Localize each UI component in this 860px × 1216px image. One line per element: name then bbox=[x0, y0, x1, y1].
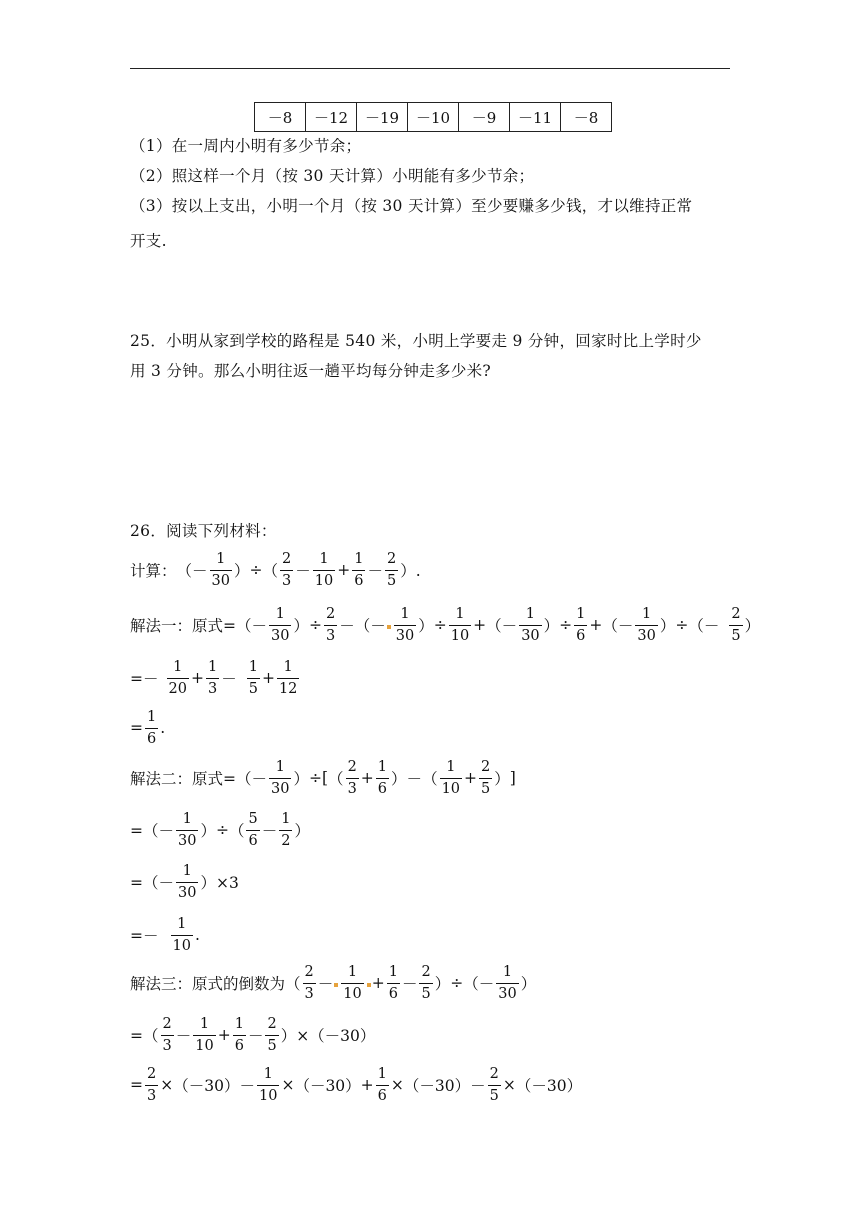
math-text: ÷ bbox=[308, 769, 322, 787]
math-text: =（－ bbox=[130, 822, 174, 840]
math-text: － bbox=[470, 1077, 486, 1095]
numerator: 1 bbox=[207, 659, 218, 675]
numerator: 1 bbox=[525, 606, 536, 622]
math-text: = bbox=[130, 1076, 143, 1094]
fraction bbox=[574, 607, 587, 643]
math-text: = bbox=[130, 719, 143, 737]
math-text: + bbox=[360, 769, 374, 787]
denominator: 3 bbox=[303, 983, 316, 1002]
numerator: 1 bbox=[347, 964, 358, 980]
numerator: 1 bbox=[446, 759, 456, 775]
denominator: 5 bbox=[488, 1085, 501, 1104]
fraction bbox=[257, 1067, 279, 1103]
fraction bbox=[233, 1017, 246, 1053]
table-cell: －8 bbox=[255, 103, 306, 132]
problem-26-heading: 26．阅读下列材料： bbox=[130, 522, 277, 540]
numerator: 1 bbox=[275, 759, 285, 775]
math-text: ） bbox=[659, 617, 676, 635]
math-text: （－ bbox=[602, 617, 634, 635]
fraction bbox=[206, 660, 219, 696]
method-1-line-1 bbox=[130, 595, 760, 655]
denominator: 6 bbox=[352, 570, 365, 589]
problem-25-line-1: 25．小明从家到学校的路程是 540 米，小明上学要走 9 分钟，回家时比上学时少 bbox=[130, 332, 702, 350]
calc-expression bbox=[130, 540, 421, 600]
math-text: . bbox=[160, 719, 166, 737]
fraction bbox=[247, 660, 260, 696]
math-text: + bbox=[217, 1026, 231, 1044]
denominator: 30 bbox=[519, 625, 541, 644]
denominator: 10 bbox=[171, 935, 193, 954]
math-text: × bbox=[281, 1076, 295, 1094]
math-text: （ bbox=[285, 975, 301, 993]
fraction bbox=[496, 965, 518, 1001]
denominator: 30 bbox=[176, 882, 198, 901]
numerator: 2 bbox=[147, 1066, 157, 1082]
math-text: （－30） bbox=[515, 1077, 583, 1095]
expense-table bbox=[254, 102, 612, 132]
denominator: 10 bbox=[313, 570, 335, 589]
question-2: （2）照这样一个月（按 30 天计算）小明能有多少节余； bbox=[130, 167, 535, 185]
numerator: 1 bbox=[248, 659, 258, 675]
math-text: ）×3 bbox=[200, 874, 239, 892]
math-text: ÷ bbox=[559, 616, 573, 634]
numerator: 1 bbox=[319, 551, 329, 567]
math-text: ） bbox=[494, 770, 510, 788]
math-text: ）×（－30） bbox=[280, 1027, 376, 1045]
question-3-line-2: 开支. bbox=[130, 232, 167, 250]
math-text: =－ bbox=[130, 670, 159, 688]
fraction bbox=[376, 760, 389, 796]
problem-25-line-2: 用 3 分钟。那么小明往返一趟平均每分钟走多少米? bbox=[130, 362, 492, 380]
numerator: 1 bbox=[576, 606, 586, 622]
denominator: 6 bbox=[145, 728, 158, 747]
fraction bbox=[277, 660, 299, 696]
table-cell: －11 bbox=[510, 103, 561, 132]
math-text: =（ bbox=[130, 1027, 159, 1045]
math-text: ） bbox=[200, 822, 216, 840]
math-text: － bbox=[175, 1027, 192, 1045]
denominator: 10 bbox=[449, 625, 471, 644]
numerator: 2 bbox=[421, 964, 431, 980]
denominator: 30 bbox=[496, 983, 518, 1002]
math-text: × bbox=[160, 1076, 174, 1094]
math-text: （－ bbox=[463, 975, 495, 993]
numerator: 2 bbox=[481, 759, 491, 775]
fraction bbox=[729, 607, 742, 643]
math-text: － bbox=[295, 562, 311, 580]
math-text: － bbox=[406, 770, 423, 788]
numerator: 1 bbox=[173, 659, 183, 675]
math-text: （－30） bbox=[403, 1077, 471, 1095]
numerator: 1 bbox=[263, 1066, 273, 1082]
numerator: 2 bbox=[162, 1016, 172, 1032]
table-row bbox=[255, 103, 612, 132]
numerator: 1 bbox=[377, 1066, 387, 1082]
fraction bbox=[352, 552, 365, 588]
math-text: ） bbox=[744, 617, 761, 635]
denominator: 6 bbox=[246, 830, 259, 849]
math-text: ÷ bbox=[215, 821, 229, 839]
denominator: 30 bbox=[269, 625, 291, 644]
math-text: － bbox=[339, 617, 355, 635]
fraction bbox=[193, 1017, 215, 1053]
numerator: 2 bbox=[347, 759, 357, 775]
numerator: 1 bbox=[354, 551, 364, 567]
math-text: （－ bbox=[236, 770, 268, 788]
fraction bbox=[269, 607, 291, 643]
fraction bbox=[167, 660, 189, 696]
denominator: 2 bbox=[279, 830, 292, 849]
fraction bbox=[376, 1067, 389, 1103]
numerator: 1 bbox=[199, 1016, 210, 1032]
math-text: . bbox=[194, 926, 200, 944]
header-rule bbox=[130, 68, 730, 69]
denominator: 6 bbox=[574, 625, 587, 644]
math-text: ） bbox=[543, 617, 560, 635]
math-text: （－ bbox=[354, 617, 386, 635]
math-text: （－ bbox=[688, 617, 720, 635]
math-text: ÷ bbox=[249, 561, 263, 579]
fraction bbox=[394, 607, 416, 643]
denominator: 30 bbox=[394, 625, 416, 644]
denominator: 12 bbox=[277, 678, 299, 697]
math-text: （ bbox=[328, 770, 344, 788]
math-text: + bbox=[589, 616, 603, 634]
denominator: 30 bbox=[269, 778, 291, 797]
fraction bbox=[419, 965, 432, 1001]
fraction bbox=[303, 965, 316, 1001]
fraction bbox=[387, 965, 400, 1001]
math-text: ） bbox=[294, 822, 310, 840]
table-cell: －10 bbox=[408, 103, 459, 132]
marker-dot bbox=[387, 625, 391, 629]
method-2-line-1 bbox=[130, 748, 516, 808]
denominator: 3 bbox=[280, 570, 293, 589]
math-text: － bbox=[367, 562, 383, 580]
fraction bbox=[449, 607, 471, 643]
denominator: 6 bbox=[376, 778, 389, 797]
math-text: 解法二：原式= bbox=[130, 770, 236, 788]
denominator: 6 bbox=[387, 983, 400, 1002]
denominator: 3 bbox=[145, 1085, 158, 1104]
marker-dot bbox=[367, 983, 371, 987]
math-text: =－ bbox=[130, 927, 159, 945]
numerator: 1 bbox=[281, 811, 291, 827]
method-3-line-1 bbox=[130, 953, 536, 1013]
math-text: ） bbox=[293, 617, 309, 635]
table-cell: －12 bbox=[306, 103, 357, 132]
math-text: + bbox=[473, 616, 487, 634]
math-text: ÷ bbox=[450, 974, 464, 992]
fraction bbox=[440, 760, 462, 796]
numerator: 1 bbox=[400, 606, 410, 622]
numerator: 2 bbox=[282, 551, 292, 567]
fraction bbox=[488, 1067, 501, 1103]
denominator: 3 bbox=[346, 778, 359, 797]
math-text: （ bbox=[422, 770, 438, 788]
math-text: ÷ bbox=[308, 616, 322, 634]
fraction bbox=[145, 710, 158, 746]
denominator: 3 bbox=[324, 625, 337, 644]
numerator: 1 bbox=[275, 606, 285, 622]
math-text: ] bbox=[509, 769, 516, 787]
fraction bbox=[346, 760, 359, 796]
math-text: ） bbox=[418, 617, 434, 635]
math-text: ） bbox=[293, 770, 309, 788]
numerator: 2 bbox=[489, 1066, 499, 1082]
math-text: =（－ bbox=[130, 874, 174, 892]
fraction bbox=[171, 917, 193, 953]
math-text: + bbox=[190, 669, 204, 687]
math-text: ） bbox=[391, 770, 407, 788]
fraction bbox=[341, 965, 363, 1001]
denominator: 30 bbox=[176, 830, 198, 849]
numerator: 1 bbox=[177, 916, 187, 932]
numerator: 1 bbox=[642, 606, 652, 622]
method-2-line-3 bbox=[130, 852, 239, 912]
denominator: 5 bbox=[385, 570, 398, 589]
denominator: 10 bbox=[341, 983, 363, 1002]
table-cell: －19 bbox=[357, 103, 408, 132]
method-3-line-3 bbox=[130, 1055, 582, 1115]
math-text: + bbox=[464, 769, 478, 787]
math-text: － bbox=[261, 822, 278, 840]
denominator: 5 bbox=[479, 778, 492, 797]
math-text: （ bbox=[262, 562, 279, 580]
math-text: （－ bbox=[236, 617, 268, 635]
fraction bbox=[635, 607, 657, 643]
fraction bbox=[176, 864, 198, 900]
math-text: － bbox=[401, 975, 418, 993]
math-text: 解法三：原式的倒数为 bbox=[130, 975, 286, 993]
math-text: （－ bbox=[176, 562, 208, 580]
marker-dot bbox=[334, 983, 338, 987]
numerator: 1 bbox=[455, 606, 465, 622]
numerator: 2 bbox=[267, 1016, 277, 1032]
denominator: 5 bbox=[247, 678, 260, 697]
fraction bbox=[324, 607, 337, 643]
denominator: 6 bbox=[376, 1085, 389, 1104]
math-text: （－ bbox=[486, 617, 518, 635]
fraction bbox=[246, 812, 259, 848]
math-text: － bbox=[247, 1027, 264, 1045]
fraction bbox=[385, 552, 398, 588]
denominator: 5 bbox=[265, 1035, 278, 1054]
math-text: 计算： bbox=[130, 562, 177, 580]
numerator: 1 bbox=[283, 659, 293, 675]
math-text: － bbox=[239, 1077, 255, 1095]
fraction bbox=[519, 607, 541, 643]
math-text: （－30） bbox=[294, 1077, 361, 1095]
math-text: ）. bbox=[400, 562, 421, 580]
fraction bbox=[479, 760, 492, 796]
numerator: 1 bbox=[388, 964, 398, 980]
math-text: + bbox=[360, 1076, 374, 1094]
numerator: 1 bbox=[182, 863, 192, 879]
math-text: × bbox=[390, 1076, 404, 1094]
math-text: ÷ bbox=[433, 616, 447, 634]
math-text: [ bbox=[321, 769, 329, 787]
math-text: － bbox=[221, 670, 237, 688]
denominator: 30 bbox=[635, 625, 657, 644]
numerator: 1 bbox=[147, 709, 157, 725]
fraction bbox=[176, 812, 198, 848]
numerator: 1 bbox=[234, 1016, 244, 1032]
numerator: 2 bbox=[386, 551, 397, 567]
fraction bbox=[279, 812, 292, 848]
denominator: 3 bbox=[206, 678, 219, 697]
denominator: 10 bbox=[257, 1085, 279, 1104]
fraction bbox=[265, 1017, 278, 1053]
fraction bbox=[161, 1017, 174, 1053]
math-text: ） bbox=[520, 975, 537, 993]
numerator: 2 bbox=[731, 606, 741, 622]
denominator: 10 bbox=[440, 778, 462, 797]
denominator: 30 bbox=[210, 570, 232, 589]
numerator: 1 bbox=[182, 811, 192, 827]
math-text: + bbox=[261, 669, 275, 687]
fraction bbox=[313, 552, 335, 588]
math-text: － bbox=[317, 975, 334, 993]
denominator: 3 bbox=[161, 1035, 174, 1054]
denominator: 20 bbox=[167, 678, 189, 697]
math-text: + bbox=[371, 974, 385, 992]
math-text: ） bbox=[434, 975, 451, 993]
numerator: 2 bbox=[325, 606, 336, 622]
numerator: 1 bbox=[377, 759, 388, 775]
denominator: 5 bbox=[729, 625, 742, 644]
math-text: ） bbox=[233, 562, 250, 580]
numerator: 5 bbox=[248, 811, 258, 827]
math-text: + bbox=[337, 561, 351, 579]
denominator: 6 bbox=[233, 1035, 246, 1054]
numerator: 2 bbox=[304, 964, 314, 980]
fraction bbox=[280, 552, 293, 588]
numerator: 1 bbox=[502, 964, 513, 980]
denominator: 5 bbox=[419, 983, 432, 1002]
fraction bbox=[145, 1067, 158, 1103]
fraction bbox=[269, 760, 291, 796]
table-cell: －8 bbox=[561, 103, 612, 132]
numerator: 1 bbox=[216, 551, 226, 567]
denominator: 10 bbox=[193, 1035, 215, 1054]
math-text: 解法一：原式= bbox=[130, 617, 236, 635]
method-2-line-2 bbox=[130, 800, 310, 860]
math-text: ÷ bbox=[675, 616, 689, 634]
math-text: （ bbox=[228, 822, 245, 840]
math-text: （－30） bbox=[173, 1077, 240, 1095]
table-cell: －9 bbox=[459, 103, 510, 132]
math-text: × bbox=[502, 1076, 516, 1094]
question-3-line-1: （3）按以上支出，小明一个月（按 30 天计算）至少要赚多少钱，才以维持正常 bbox=[130, 197, 693, 215]
fraction bbox=[210, 552, 232, 588]
question-1: （1）在一周内小明有多少节余； bbox=[130, 137, 362, 155]
